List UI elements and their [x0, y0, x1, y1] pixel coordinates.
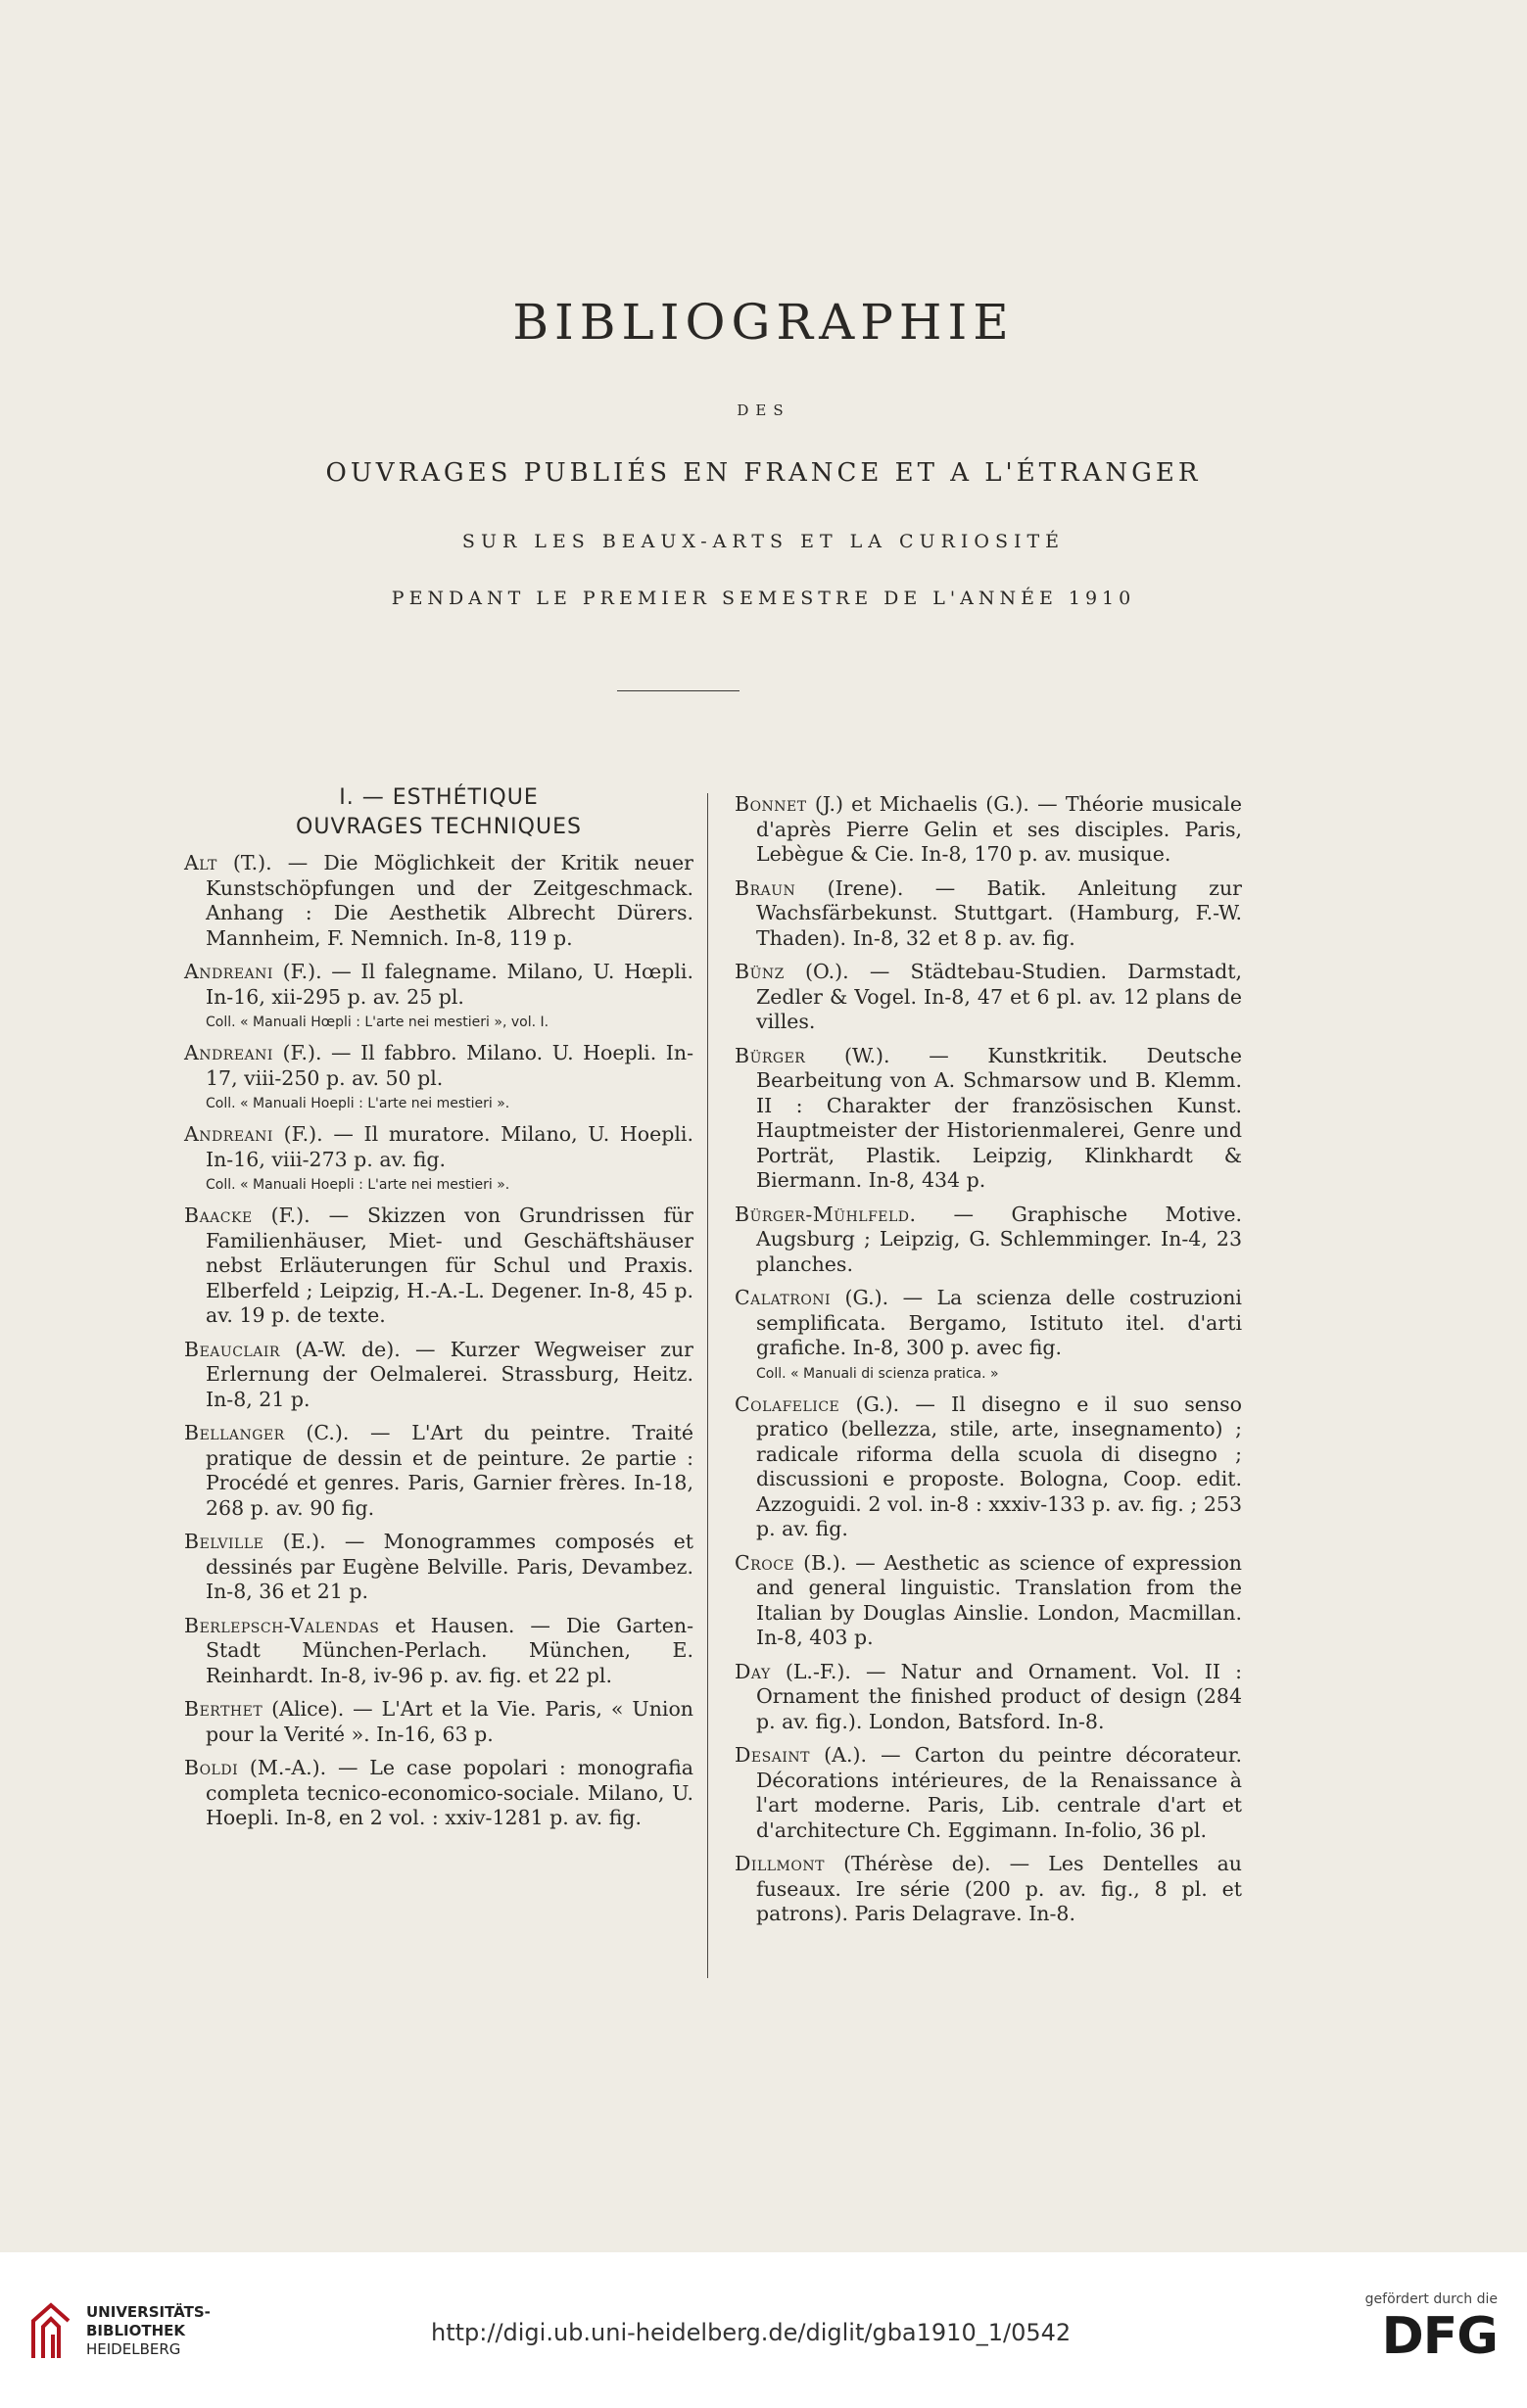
funding-block [1365, 2291, 1498, 2366]
bibliography-entry [184, 1421, 693, 1521]
bibliography-entry [735, 1852, 1242, 1927]
entry-text: (Alice). — L'Art et la Vie. Paris, « Union pour la Verité ». In-16, 63 p. [206, 1697, 693, 1746]
right-column [735, 783, 1242, 1927]
entry-text: (A-W. de). — Kurzer Wegweiser zur Erlernung der Oelmalerei. Strassburg, Heitz. In-8, 21 p. [206, 1337, 693, 1411]
bibliography-entry [184, 960, 693, 1010]
entry-text: (F.). — Il muratore. Milano, U. Hoepli. In-16, viii-273 p. av. fig. [206, 1122, 693, 1171]
entry-author: Andreani [184, 1041, 273, 1064]
bibliography-entry [735, 1660, 1242, 1735]
entry-collection-note: Coll. « Manuali Hoepli : L'arte nei mestieri ». [206, 1177, 510, 1193]
entry-author: Braun [735, 875, 796, 900]
entry-text: (J.) et Michaelis (G.). — Théorie musicale d'après Pierre Gelin et ses disciples. Paris, Lebègue & Cie. In-8, 170 p. av. musique. [756, 792, 1242, 866]
bibliography-entry [184, 1530, 693, 1605]
entry-text: (B.). — Aesthetic as science of expression and general linguistic. Translation from the Italian by Douglas Ainslie. London, Macmillan. In-8, 403 p. [756, 1550, 1242, 1649]
entry-text: (E.). — Monogrammes composés et dessinés par Eugène Belville. Paris, Devambez. In-8, 36 et 21 p. [206, 1530, 693, 1603]
entry-author: Bürger [735, 1043, 806, 1067]
entry-author: Bünz [735, 960, 785, 983]
library-name-line3: HEIDELBERG [86, 2340, 181, 2358]
entry-author: Desaint [735, 1743, 810, 1767]
entry-author: Croce [735, 1550, 795, 1575]
entry-text: (T.). — Die Möglichkeit der Kritik neuer Kunstschöpfungen und der Zeitgeschmack. Anhang : Die Aesthetik Albrecht Dürers. Mannheim, F. Nemnich. In-8, 119 p. [206, 851, 693, 950]
page-title: BIBLIOGRAPHIE [512, 294, 1015, 351]
section-title-esthetique: I. — ESTHÉTIQUE [339, 785, 539, 810]
entry-author: Alt [184, 851, 217, 874]
library-name-line1: UNIVERSITÄTS- [86, 2303, 211, 2321]
entry-author: Boldi [184, 1756, 239, 1779]
entry-author: Day [735, 1659, 771, 1683]
bibliography-entry [184, 851, 693, 951]
university-library-name [86, 2303, 211, 2359]
bibliography-entry [735, 792, 1242, 868]
entry-collection-note: Coll. « Manuali di scienza pratica. » [756, 1365, 999, 1382]
entry-author: Belville [184, 1530, 264, 1553]
entry-text: (G.). — Il disegno e il suo senso pratico (bellezza, stile, arte, insegnamento) ; radicale riforma della scuola di disegno ; discussioni e proposte. Bologna, Coop. edit. Azzoguidi. 2 vol. in-8 : xxxiv-133 p. av. fig. ; 253 p. av. fig. [756, 1392, 1242, 1540]
entry-text: (O.). — Städtebau-Studien. Darmstadt, Zedler & Vogel. In-8, 47 et 6 pl. av. 12 plans de villes. [756, 960, 1242, 1033]
left-column [184, 783, 693, 1831]
bibliography-entry [184, 1697, 693, 1747]
bibliography-entry [735, 960, 1242, 1035]
entry-text: (Irene). — Batik. Anleitung zur Wachsfärbekunst. Stuttgart. (Hamburg, F.-W. Thaden). In-8, 32 et 8 p. av. fig. [756, 875, 1242, 950]
entry-text: . — Graphische Motive. Augsburg ; Leipzig, G. Schlemminger. In-4, 23 planches. [756, 1202, 1242, 1276]
entry-text: (L.-F.). — Natur and Ornament. Vol. II : Ornament the finished product of design (284 p. av. fig.). London, Batsford. In-8. [756, 1659, 1242, 1733]
entry-author: Andreani [184, 1122, 273, 1146]
bibliography-entry [735, 1044, 1242, 1194]
entry-author: Bellanger [184, 1421, 285, 1444]
bibliography-entry [735, 1743, 1242, 1843]
entry-author: Berlepsch-Valendas [184, 1613, 380, 1637]
left-entry-list [184, 851, 693, 1831]
bibliography-entry [184, 1614, 693, 1689]
entry-author: Beauclair [184, 1337, 280, 1361]
entry-author: Bonnet [735, 792, 807, 816]
entry-text: (C.). — L'Art du peintre. Traité pratique de dessin et de peinture. 2e partie : Procédé et genres. Paris, Garnier frères. In-18, 268 p. av. 90 fig. [206, 1421, 693, 1520]
entry-text: (G.). — La scienza delle costruzioni semplificata. Bergamo, Istituto itel. d'arti grafiche. In-8, 300 p. avec fig. [756, 1286, 1242, 1359]
entry-author: Bürger-Mühlfeld [735, 1202, 910, 1226]
entry-author: Dillmont [735, 1852, 825, 1875]
bibliography-entry [735, 1286, 1242, 1361]
subtitle-des: DES [737, 401, 790, 419]
library-name-line2: BIBLIOTHEK [86, 2322, 185, 2339]
bibliography-entry [184, 1756, 693, 1831]
entry-text: et Hausen. — Die Garten-Stadt München-Perlach. München, E. Reinhardt. In-8, iv-96 p. av. fig. et 22 pl. [206, 1613, 693, 1687]
entry-author: Colafelice [735, 1392, 840, 1416]
entry-text: (F.). — Skizzen von Grundrissen für Familienhäuser, Miet- und Geschäftshäuser nebst Erläuterungen für Schul und Praxis. Elberfeld ; Leipzig, H.-A.-L. Degener. In-8, 45 p. av. 19 p. de texte. [206, 1204, 693, 1327]
funding-note: gefördert durch die [1364, 2291, 1498, 2307]
column-divider [707, 793, 708, 1978]
bibliography-entry [735, 1203, 1242, 1278]
subtitle-semestre: PENDANT LE PREMIER SEMESTRE DE L'ANNÉE 1910 [391, 588, 1136, 609]
entry-text: (A.). — Carton du peintre décorateur. Décorations intérieures, de la Renaissance à l'art moderne. Paris, Lib. centrale d'art et d'architecture Ch. Eggimann. In-folio, 36 pl. [756, 1743, 1242, 1842]
header-divider [617, 690, 740, 691]
entry-collection-note: Coll. « Manuali Hoepli : L'arte nei mestieri ». [206, 1096, 510, 1111]
subtitle-ouvrages: OUVRAGES PUBLIÉS EN FRANCE ET A L'ÉTRANGER [325, 458, 1202, 488]
bibliography-entry [735, 1551, 1242, 1651]
entry-author: Andreani [184, 960, 273, 983]
viewer-footer [0, 2252, 1527, 2408]
entry-author: Baacke [184, 1204, 253, 1227]
subtitle-beaux-arts: SUR LES BEAUX-ARTS ET LA CURIOSITÉ [461, 531, 1066, 552]
entry-text: (W.). — Kunstkritik. Deutsche Bearbeitung von A. Schmarsow und B. Klemm. II : Charakter der französischen Kunst. Hauptmeister der Historienmalerei, Genre und Porträt, Plastik. Leipzig, Klinkhardt & Biermann. In-8, 434 p. [756, 1043, 1242, 1192]
bibliography-entry [735, 1393, 1242, 1542]
entry-text: (F.). — Il falegname. Milano, U. Hœpli. In-16, xii-295 p. av. 25 pl. [206, 960, 693, 1009]
bibliography-entry [184, 1204, 693, 1329]
university-library-logo-icon [29, 2301, 72, 2360]
right-entry-list [735, 792, 1242, 1927]
permalink-url[interactable]: http://digi.ub.uni-heidelberg.de/diglit/gba1910_1/0542 [431, 2319, 1072, 2346]
entry-author: Berthet [184, 1697, 263, 1721]
entry-text: (M.-A.). — Le case popolari : monografia completa tecnico-economico-sociale. Milano, U. Hoepli. In-8, en 2 vol. : xxiv-1281 p. av. fig. [206, 1756, 693, 1829]
bibliography-entry [184, 1122, 693, 1172]
section-title-ouvrages-techniques: OUVRAGES TECHNIQUES [296, 815, 582, 839]
dfg-logo: DFG [1381, 2307, 1498, 2366]
bibliography-entry [735, 876, 1242, 952]
entry-text: (Thérèse de). — Les Dentelles au fuseaux. Ire série (200 p. av. fig., 8 pl. et patrons). Paris Delagrave. In-8. [756, 1852, 1242, 1925]
entry-text: (F.). — Il fabbro. Milano. U. Hoepli. In-17, viii-250 p. av. 50 pl. [206, 1041, 693, 1090]
bibliography-entry [184, 1041, 693, 1091]
bibliography-entry [184, 1338, 693, 1413]
entry-author: Calatroni [735, 1286, 832, 1309]
entry-collection-note: Coll. « Manuali Hœpli : L'arte nei mestieri », vol. I. [206, 1015, 549, 1030]
